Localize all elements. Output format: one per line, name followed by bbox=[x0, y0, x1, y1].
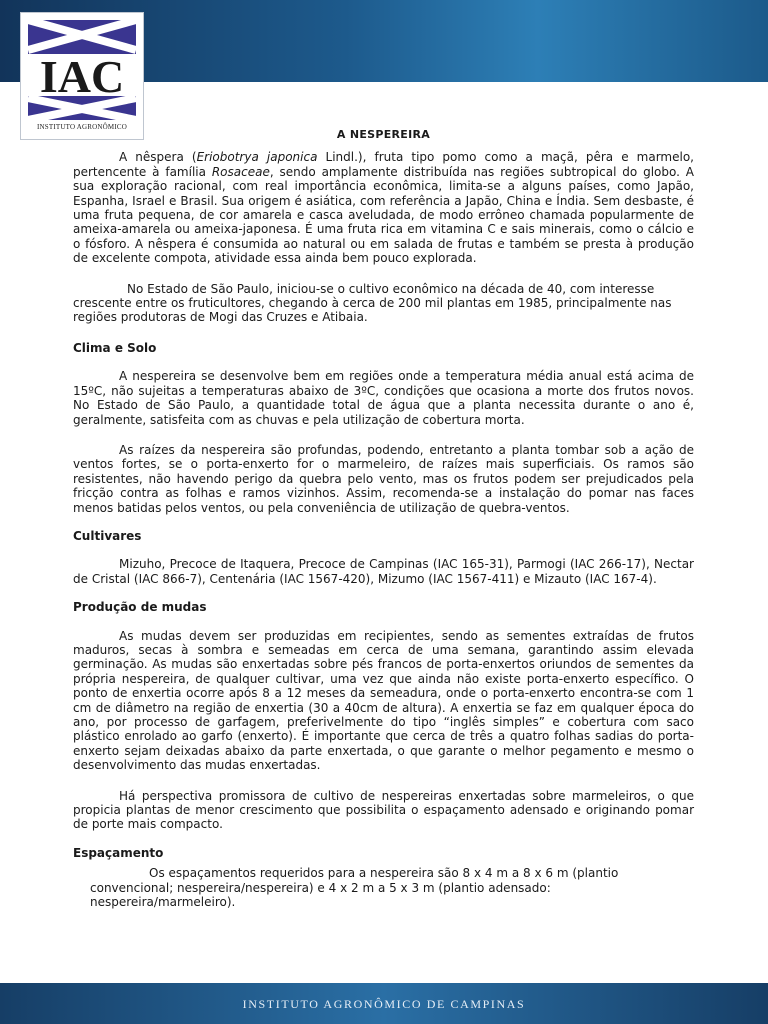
mudas-paragraph-1: As mudas devem ser produzidas em recipientes, sendo as sementes extraídas de frutos maduros, secas à sombra e semeadas em cerca de uma semana, garantindo assim elevada germinação. As mudas são enxertadas sobre pés francos de porta-enxertos oriundos de sementes da própria nespereira, de qualquer cultivar, uma vez que ainda não existe porta-enxerto específico. O ponto de enxertia ocorre após 8 a 12 meses da semeadura, onde o porta-enxerto encontra-se com 1 cm de diâmetro na região de enxertia (30 a 40cm de altura). A enxertia se faz em qualquer época do ano, por processo de garfagem, preferivelmente do tipo “inglês simples” e cobertura com saco plástico enrolado ao garfo (enxerto). É importante que cerca de três a quatro folhas sadias do porta-enxerto sejam deixadas abaixo da parte enxertada, o que garante o melhor pegamento e mesmo o desenvolvimento das mudas enxertadas. bbox=[73, 628, 694, 773]
heading-producao-mudas: Produção de mudas bbox=[73, 600, 207, 615]
clima-paragraph-1: A nespereira se desenvolve bem em regiões onde a temperatura média anual está acima de 15ºC, não sujeitas a temperaturas abaixo de 3ºC, condições que ocasiona a morte dos frutos novos. No Estado de São Paulo, a quantidade total de água que a planta necessita durante o ano é, geralmente, satisfeita com as chuvas e pela utilização de cobertura morta. bbox=[73, 369, 694, 427]
heading-cultivares: Cultivares bbox=[73, 528, 142, 543]
text-run: Lindl.), fruta tipo pomo como a maçã, pêra e marmelo, pertencente à família bbox=[73, 150, 694, 179]
family-name: Rosaceae bbox=[211, 164, 270, 179]
logo-caption: INSTITUTO AGRONÔMICO bbox=[36, 123, 127, 131]
document-body bbox=[73, 128, 694, 909]
logo-graphic bbox=[28, 20, 136, 120]
scientific-name: Eriobotrya japonica bbox=[196, 150, 318, 165]
text-run: , sendo amplamente distribuída nas regiões subtropical do globo. A sua exploração racional, com real importância econômica, limita-se a alguns países, como Japão, Espanha, Israel e Brasil. Sua origem é asiática, com referência a Japão, China e Índia. Sem desbaste, é uma fruta pequena, de cor amarela e casca aveludada, de modo errôneo chamada popularmente de ameixa-amarela ou ameixa-japonesa. É uma fruta rica em vitamina C e sais minerais, como o cálcio e o fósforo. A nêspera é consumida ao natural ou em salada de frutas e também se presta à produção de excelente compota, atividade essa ainda bem pouco explorada. bbox=[73, 164, 694, 266]
document-title: A NESPEREIRA bbox=[336, 128, 431, 141]
clima-paragraph-2: As raízes da nespereira são profundas, podendo, entretanto a planta tombar sob a ação de ventos fortes, se o porta-enxerto for o marmeleiro, de raízes mais superficiais. Os ramos são resistentes, não havendo perigo da quebra pelo vento, mas os frutos podem ser prejudicados pela fricção contra as folhas e ramos vizinhos. Assim, recomenda-se a instalação do pomar nas faces menos batidas pelos ventos, ou pela conveniência de utilização de quebra-ventos. bbox=[73, 442, 694, 515]
footer-text: INSTITUTO AGRONÔMICO DE CAMPINAS bbox=[242, 997, 526, 1011]
intro-paragraph-2: No Estado de São Paulo, iniciou-se o cultivo econômico na década de 40, com interesse crescente entre os fruticultores, chegando à cerca de 200 mil plantas em 1985, principalmente nas regiões produtoras de Mogi das Cruzes e Atibaia. bbox=[73, 281, 672, 325]
mudas-paragraph-2: Há perspectiva promissora de cultivo de nespereiras enxertadas sobre marmeleiros, o que propicia plantas de menor crescimento que possibilita o espaçamento adensado e originando pomar de porte mais compacto. bbox=[73, 788, 694, 832]
intro-paragraph-1 bbox=[73, 150, 694, 265]
heading-espacamento: Espaçamento bbox=[73, 845, 164, 860]
logo-text: IAC bbox=[39, 51, 125, 102]
cultivares-paragraph: Mizuho, Precoce de Itaquera, Precoce de Campinas (IAC 165-31), Parmogi (IAC 266-17), Nectar de Cristal (IAC 866-7), Centenária (IAC 1567-420), Mizumo (IAC 1567-411) e Mizauto (IAC 167-4). bbox=[73, 557, 694, 586]
text-run: A nêspera ( bbox=[119, 150, 197, 165]
espacamento-paragraph: Os espaçamentos requeridos para a nespereira são 8 x 4 m a 8 x 6 m (plantio convencional; nespereira/nespereira) e 4 x 2 m a 5 x 3 m (plantio adensado: nespereira/marmeleiro). bbox=[90, 866, 619, 910]
heading-clima-solo: Clima e Solo bbox=[73, 340, 157, 355]
iac-logo bbox=[20, 12, 144, 140]
